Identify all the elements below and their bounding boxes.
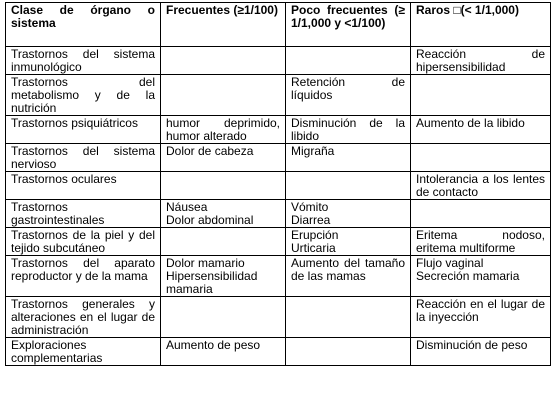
cell-rare xyxy=(411,256,551,297)
cell-text: Flujo vaginal Secreción mamaria xyxy=(416,256,520,283)
cell-text: Vómito Diarrea xyxy=(291,200,331,227)
cell-organ-class xyxy=(6,144,161,172)
cell-uncommon xyxy=(286,47,411,75)
cell-organ-class xyxy=(6,47,161,75)
cell-text: Reacción en el lugar de la inyección xyxy=(416,297,545,324)
cell-frequent xyxy=(161,228,286,256)
header-uncommon: Poco frecuentes (≥ 1/1,000 y <1/100) xyxy=(286,3,411,47)
table-row xyxy=(6,172,551,200)
cell-rare xyxy=(411,47,551,75)
cell-organ-class xyxy=(6,256,161,297)
cell-text: Trastornos gastrointestinales xyxy=(11,200,105,227)
table-header xyxy=(6,3,551,47)
cell-text: Aumento del tamaño de las mamas xyxy=(291,256,405,283)
cell-text: Reacción de hipersensibilidad xyxy=(416,47,545,74)
table-row xyxy=(6,256,551,297)
table-row xyxy=(6,200,551,228)
cell-uncommon xyxy=(286,116,411,144)
cell-rare xyxy=(411,144,551,172)
cell-uncommon xyxy=(286,144,411,172)
cell-frequent xyxy=(161,144,286,172)
cell-frequent xyxy=(161,172,286,200)
cell-organ-class xyxy=(6,338,161,366)
cell-text: Migraña xyxy=(291,144,335,158)
cell-text: Trastornos del sistema nervioso xyxy=(11,144,155,171)
cell-frequent xyxy=(161,75,286,116)
cell-frequent xyxy=(161,338,286,366)
cell-text: Disminución de peso xyxy=(416,338,528,352)
cell-text: Náusea Dolor abdominal xyxy=(166,200,254,227)
cell-rare xyxy=(411,172,551,200)
cell-rare xyxy=(411,297,551,338)
cell-rare xyxy=(411,116,551,144)
table-row xyxy=(6,297,551,338)
cell-text: Retención de líquidos xyxy=(291,75,405,102)
cell-organ-class xyxy=(6,172,161,200)
cell-uncommon xyxy=(286,75,411,116)
cell-frequent xyxy=(161,116,286,144)
header-organ-class: Clase de órgano o sistema xyxy=(6,3,161,47)
cell-text: Exploraciones complementarias xyxy=(11,338,103,365)
cell-text: Aumento de la libido xyxy=(416,116,525,130)
cell-text: Trastornos oculares xyxy=(11,172,117,186)
table-row xyxy=(6,144,551,172)
cell-uncommon xyxy=(286,228,411,256)
cell-uncommon xyxy=(286,172,411,200)
cell-organ-class xyxy=(6,228,161,256)
cell-text: Aumento de peso xyxy=(166,338,261,352)
cell-text: Trastornos generales y alteraciones en el lugar de administración xyxy=(11,297,155,337)
header-row xyxy=(6,3,551,47)
cell-text: Dolor de cabeza xyxy=(166,144,254,158)
cell-uncommon xyxy=(286,338,411,366)
cell-text: Disminución de la libido xyxy=(291,116,405,143)
cell-text: Trastornos psiquiátricos xyxy=(11,116,138,130)
cell-organ-class xyxy=(6,200,161,228)
table-row xyxy=(6,75,551,116)
cell-text: Trastornos de la piel y del tejido subcutáneo xyxy=(11,228,155,255)
cell-uncommon xyxy=(286,297,411,338)
header-frequent: Frecuentes (≥1/100) xyxy=(161,3,286,47)
table-body xyxy=(6,47,551,366)
cell-rare xyxy=(411,75,551,116)
cell-frequent xyxy=(161,47,286,75)
cell-text: Trastornos del metabolismo y de la nutrición xyxy=(11,75,155,115)
cell-text: Dolor mamario Hipersensibilidad mamaria xyxy=(166,256,258,296)
cell-text: humor deprimido, humor alterado xyxy=(166,116,280,143)
cell-uncommon xyxy=(286,200,411,228)
table-row xyxy=(6,228,551,256)
cell-organ-class xyxy=(6,75,161,116)
cell-text: Intolerancia a los lentes de contacto xyxy=(416,172,545,199)
adverse-reactions-table xyxy=(5,2,551,366)
cell-rare xyxy=(411,228,551,256)
cell-text: Erupción Urticaria xyxy=(291,228,339,255)
cell-text: Eritema nodoso, eritema multiforme xyxy=(416,228,545,255)
cell-frequent xyxy=(161,297,286,338)
cell-text: Trastornos del sistema inmunológico xyxy=(11,47,155,74)
table-row xyxy=(6,47,551,75)
table-row xyxy=(6,116,551,144)
cell-text: Trastornos del aparato reproductor y de la mama xyxy=(11,256,155,283)
cell-uncommon xyxy=(286,256,411,297)
cell-rare xyxy=(411,338,551,366)
header-rare: Raros □(< 1/1,000) xyxy=(411,3,551,47)
cell-frequent xyxy=(161,256,286,297)
table-row xyxy=(6,338,551,366)
cell-frequent xyxy=(161,200,286,228)
cell-organ-class xyxy=(6,297,161,338)
cell-rare xyxy=(411,200,551,228)
cell-organ-class xyxy=(6,116,161,144)
